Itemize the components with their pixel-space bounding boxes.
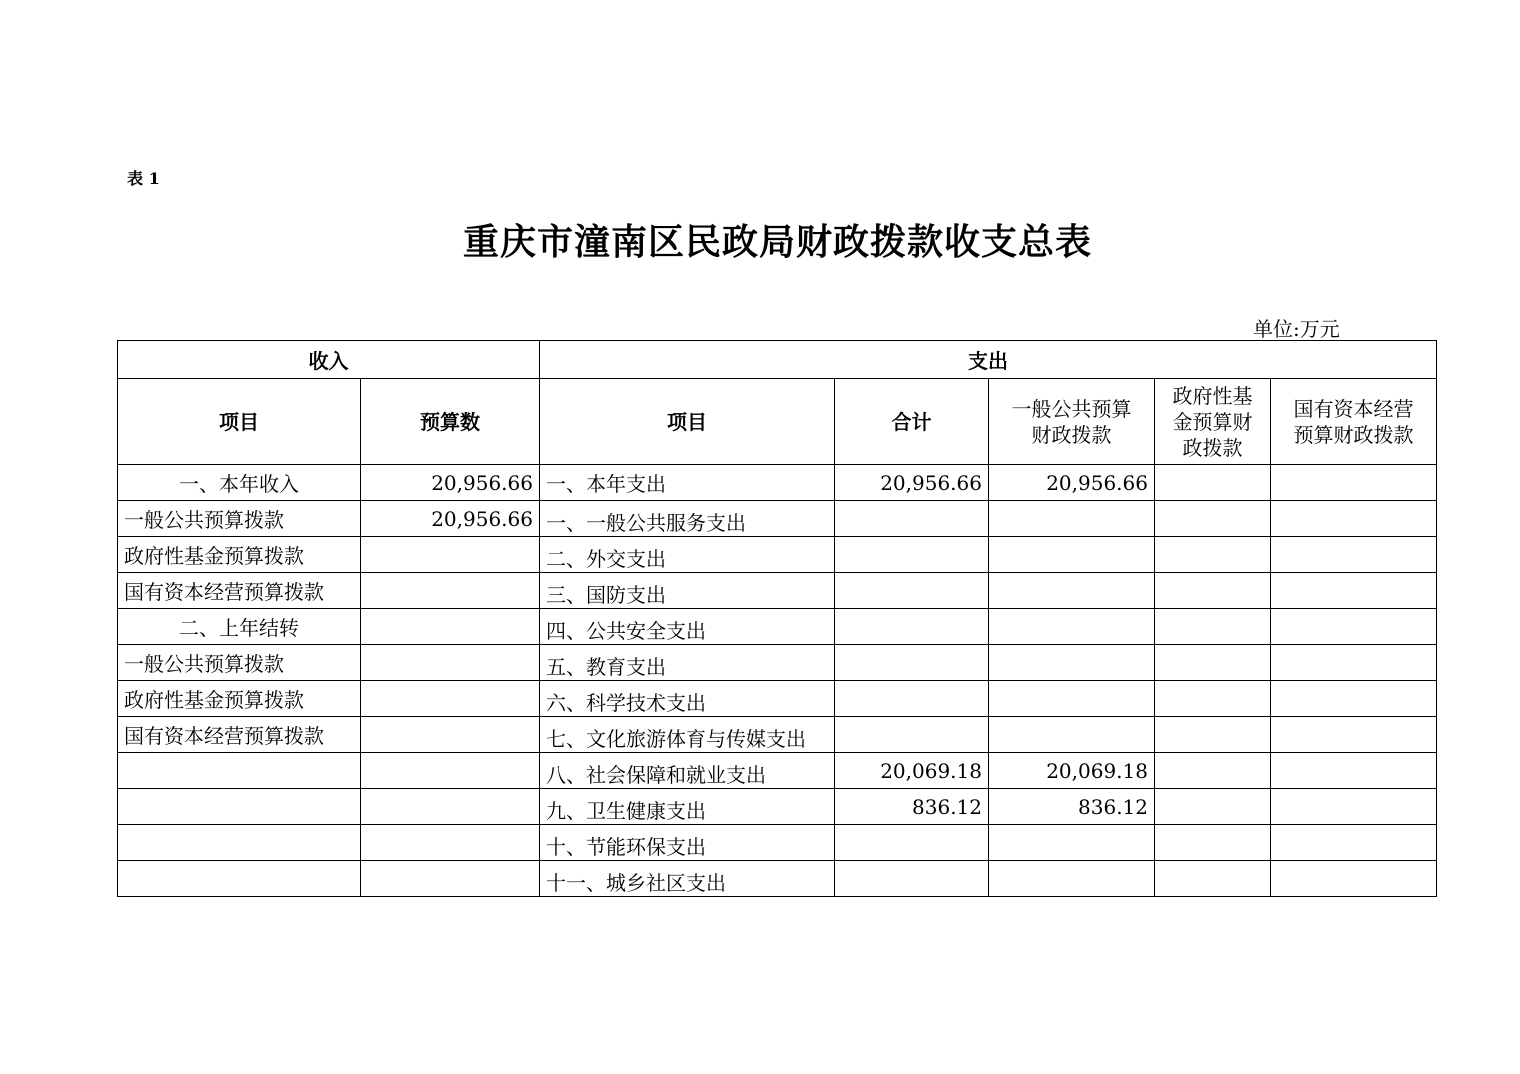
gov-fund-cell xyxy=(1155,681,1271,717)
table-number: 表 1 xyxy=(127,169,160,188)
general-public-cell xyxy=(989,537,1155,573)
gov-fund-cell xyxy=(1155,465,1271,501)
total-cell: 836.12 xyxy=(835,789,989,825)
state-capital-cell xyxy=(1271,609,1437,645)
income-budget-cell xyxy=(361,717,540,753)
state-capital-cell xyxy=(1271,825,1437,861)
gov-fund-cell xyxy=(1155,789,1271,825)
general-public-header: 一般公共预算财政拨款 xyxy=(989,379,1155,465)
state-capital-cell xyxy=(1271,681,1437,717)
gov-fund-cell xyxy=(1155,609,1271,645)
general-public-cell xyxy=(989,825,1155,861)
general-public-cell xyxy=(989,861,1155,897)
table-row xyxy=(118,645,1437,681)
expense-item-cell: 三、国防支出 xyxy=(540,573,835,609)
expense-item-cell: 八、社会保障和就业支出 xyxy=(540,753,835,789)
state-capital-cell xyxy=(1271,573,1437,609)
gov-fund-cell xyxy=(1155,753,1271,789)
income-header: 收入 xyxy=(118,341,540,379)
general-public-cell: 836.12 xyxy=(989,789,1155,825)
state-capital-header: 国有资本经营预算财政拨款 xyxy=(1271,379,1437,465)
total-cell xyxy=(835,645,989,681)
general-public-cell xyxy=(989,681,1155,717)
expense-item-cell: 六、科学技术支出 xyxy=(540,681,835,717)
income-budget-cell xyxy=(361,861,540,897)
total-cell xyxy=(835,537,989,573)
table-row xyxy=(118,717,1437,753)
income-budget-cell: 20,956.66 xyxy=(361,501,540,537)
total-cell xyxy=(835,717,989,753)
total-cell xyxy=(835,609,989,645)
state-capital-cell xyxy=(1271,645,1437,681)
header-row-group xyxy=(118,341,1437,379)
expense-item-cell: 一、本年支出 xyxy=(540,465,835,501)
general-public-cell xyxy=(989,609,1155,645)
total-cell: 20,956.66 xyxy=(835,465,989,501)
income-item-cell: 一般公共预算拨款 xyxy=(118,645,361,681)
table-row xyxy=(118,573,1437,609)
income-item-cell: 政府性基金预算拨款 xyxy=(118,681,361,717)
unit-label: 单位:万元 xyxy=(1253,317,1340,341)
expense-item-header: 项目 xyxy=(540,379,835,465)
general-public-cell: 20,069.18 xyxy=(989,753,1155,789)
table-row xyxy=(118,609,1437,645)
income-budget-cell xyxy=(361,645,540,681)
total-cell xyxy=(835,861,989,897)
state-capital-cell xyxy=(1271,501,1437,537)
income-budget-cell xyxy=(361,681,540,717)
general-public-cell: 20,956.66 xyxy=(989,465,1155,501)
income-item-cell: 国有资本经营预算拨款 xyxy=(118,573,361,609)
page-title: 重庆市潼南区民政局财政拨款收支总表 xyxy=(462,221,1092,263)
general-public-cell xyxy=(989,717,1155,753)
gov-fund-cell xyxy=(1155,573,1271,609)
total-cell: 20,069.18 xyxy=(835,753,989,789)
header-row-columns xyxy=(118,379,1437,465)
income-budget-cell xyxy=(361,789,540,825)
fiscal-table xyxy=(117,340,1437,897)
income-item-cell: 二、上年结转 xyxy=(118,609,361,645)
expense-item-cell: 七、文化旅游体育与传媒支出 xyxy=(540,717,835,753)
table-row xyxy=(118,537,1437,573)
income-budget-cell xyxy=(361,573,540,609)
table-row xyxy=(118,789,1437,825)
income-budget-cell: 20,956.66 xyxy=(361,465,540,501)
gov-fund-cell xyxy=(1155,537,1271,573)
gov-fund-header: 政府性基金预算财政拨款 xyxy=(1155,379,1271,465)
income-item-header: 项目 xyxy=(118,379,361,465)
gov-fund-cell xyxy=(1155,825,1271,861)
expense-item-cell: 五、教育支出 xyxy=(540,645,835,681)
income-budget-header: 预算数 xyxy=(361,379,540,465)
income-item-cell: 一般公共预算拨款 xyxy=(118,501,361,537)
total-cell xyxy=(835,573,989,609)
state-capital-cell xyxy=(1271,717,1437,753)
income-budget-cell xyxy=(361,753,540,789)
total-cell xyxy=(835,681,989,717)
state-capital-cell xyxy=(1271,465,1437,501)
income-item-cell: 一、本年收入 xyxy=(118,465,361,501)
expense-item-cell: 一、一般公共服务支出 xyxy=(540,501,835,537)
total-header: 合计 xyxy=(835,379,989,465)
state-capital-cell xyxy=(1271,861,1437,897)
gov-fund-cell xyxy=(1155,717,1271,753)
expense-header: 支出 xyxy=(540,341,1437,379)
table-row xyxy=(118,825,1437,861)
total-cell xyxy=(835,825,989,861)
gov-fund-cell xyxy=(1155,501,1271,537)
income-budget-cell xyxy=(361,609,540,645)
state-capital-cell xyxy=(1271,537,1437,573)
income-budget-cell xyxy=(361,537,540,573)
table-row xyxy=(118,753,1437,789)
gov-fund-cell xyxy=(1155,645,1271,681)
expense-item-cell: 十一、城乡社区支出 xyxy=(540,861,835,897)
general-public-cell xyxy=(989,645,1155,681)
table-row xyxy=(118,465,1437,501)
income-item-cell: 政府性基金预算拨款 xyxy=(118,537,361,573)
income-budget-cell xyxy=(361,825,540,861)
state-capital-cell xyxy=(1271,753,1437,789)
expense-item-cell: 二、外交支出 xyxy=(540,537,835,573)
total-cell xyxy=(835,501,989,537)
table-row xyxy=(118,861,1437,897)
expense-item-cell: 九、卫生健康支出 xyxy=(540,789,835,825)
income-item-cell xyxy=(118,825,361,861)
gov-fund-cell xyxy=(1155,861,1271,897)
income-item-cell xyxy=(118,789,361,825)
general-public-cell xyxy=(989,501,1155,537)
state-capital-cell xyxy=(1271,789,1437,825)
income-item-cell xyxy=(118,861,361,897)
general-public-cell xyxy=(989,573,1155,609)
table-row xyxy=(118,681,1437,717)
income-item-cell xyxy=(118,753,361,789)
expense-item-cell: 十、节能环保支出 xyxy=(540,825,835,861)
expense-item-cell: 四、公共安全支出 xyxy=(540,609,835,645)
income-item-cell: 国有资本经营预算拨款 xyxy=(118,717,361,753)
table-row xyxy=(118,501,1437,537)
